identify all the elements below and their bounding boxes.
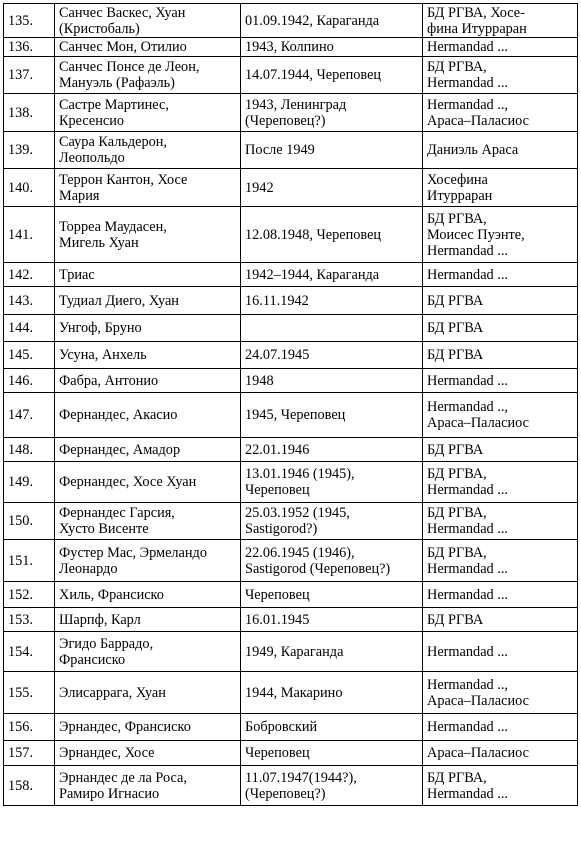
table-row xyxy=(4,582,578,608)
person-name: Эрнандес, Франсиско xyxy=(55,714,241,741)
person-name: Санчес Мон, Отилио xyxy=(55,38,241,57)
date-place: Череповец xyxy=(241,582,423,608)
row-number: 156. xyxy=(4,714,55,741)
table-row xyxy=(4,672,578,714)
table-row xyxy=(4,287,578,315)
records-table-body xyxy=(4,4,578,806)
row-number: 154. xyxy=(4,632,55,672)
row-number: 149. xyxy=(4,462,55,503)
date-place: 1943, Ленинград (Череповец?) xyxy=(241,94,423,132)
date-place: 24.07.1945 xyxy=(241,342,423,369)
source-ref: Hermandad ... xyxy=(423,263,578,287)
source-ref: БД РГВА, Хосе- фина Итурраран xyxy=(423,4,578,38)
date-place: 12.08.1948, Череповец xyxy=(241,207,423,263)
date-place: 1948 xyxy=(241,369,423,393)
row-number: 142. xyxy=(4,263,55,287)
source-ref: БД РГВА, Hermandad ... xyxy=(423,540,578,582)
table-row xyxy=(4,714,578,741)
person-name: Тудиал Диего, Хуан xyxy=(55,287,241,315)
table-row xyxy=(4,766,578,806)
source-ref: БД РГВА, Hermandad ... xyxy=(423,57,578,94)
person-name: Торреа Маудасен, Мигель Хуан xyxy=(55,207,241,263)
source-ref: БД РГВА xyxy=(423,438,578,462)
source-ref: БД РГВА, Hermandad ... xyxy=(423,503,578,540)
person-name: Санчес Понсе де Леон, Мануэль (Рафаэль) xyxy=(55,57,241,94)
date-place: Бобровский xyxy=(241,714,423,741)
person-name: Фабра, Антонио xyxy=(55,369,241,393)
person-name: Усуна, Анхель xyxy=(55,342,241,369)
person-name: Фернандес, Акасио xyxy=(55,393,241,438)
records-table xyxy=(3,3,578,806)
row-number: 152. xyxy=(4,582,55,608)
date-place xyxy=(241,315,423,342)
date-place: 11.07.1947(1944?), (Череповец?) xyxy=(241,766,423,806)
table-row xyxy=(4,608,578,632)
date-place: 25.03.1952 (1945, Sastigorod?) xyxy=(241,503,423,540)
table-row xyxy=(4,169,578,207)
date-place: 14.07.1944, Череповец xyxy=(241,57,423,94)
row-number: 153. xyxy=(4,608,55,632)
row-number: 146. xyxy=(4,369,55,393)
person-name: Санчес Васкес, Хуан (Кристобаль) xyxy=(55,4,241,38)
person-name: Састре Мартинес, Кресенсио xyxy=(55,94,241,132)
person-name: Фернандес, Амадор xyxy=(55,438,241,462)
person-name: Эгидо Баррадо, Франсиско xyxy=(55,632,241,672)
date-place: 22.06.1945 (1946), Sastigorod (Череповец?) xyxy=(241,540,423,582)
date-place: 1943, Колпино xyxy=(241,38,423,57)
table-row xyxy=(4,38,578,57)
person-name: Элисаррага, Хуан xyxy=(55,672,241,714)
table-row xyxy=(4,369,578,393)
table-row xyxy=(4,540,578,582)
row-number: 158. xyxy=(4,766,55,806)
date-place: 16.01.1945 xyxy=(241,608,423,632)
row-number: 143. xyxy=(4,287,55,315)
table-row xyxy=(4,4,578,38)
table-row xyxy=(4,207,578,263)
source-ref: Hermandad ... xyxy=(423,582,578,608)
table-row xyxy=(4,342,578,369)
table-row xyxy=(4,393,578,438)
person-name: Фернандес, Хосе Хуан xyxy=(55,462,241,503)
date-place: 13.01.1946 (1945), Череповец xyxy=(241,462,423,503)
row-number: 157. xyxy=(4,741,55,766)
table-row xyxy=(4,741,578,766)
source-ref: Hermandad .., Араса–Паласиос xyxy=(423,94,578,132)
table-row xyxy=(4,503,578,540)
date-place: 1949, Караганда xyxy=(241,632,423,672)
date-place: 1942 xyxy=(241,169,423,207)
person-name: Эрнандес де ла Роса, Рамиро Игнасио xyxy=(55,766,241,806)
source-ref: Араса–Паласиос xyxy=(423,741,578,766)
source-ref: Хосефина Итурраран xyxy=(423,169,578,207)
date-place: 1945, Череповец xyxy=(241,393,423,438)
source-ref: Hermandad ... xyxy=(423,369,578,393)
row-number: 140. xyxy=(4,169,55,207)
row-number: 136. xyxy=(4,38,55,57)
source-ref: Hermandad .., Араса–Паласиос xyxy=(423,672,578,714)
table-row xyxy=(4,315,578,342)
table-row xyxy=(4,94,578,132)
person-name: Террон Кантон, Хосе Мария xyxy=(55,169,241,207)
row-number: 141. xyxy=(4,207,55,263)
date-place: 1944, Макарино xyxy=(241,672,423,714)
row-number: 148. xyxy=(4,438,55,462)
date-place: 22.01.1946 xyxy=(241,438,423,462)
row-number: 137. xyxy=(4,57,55,94)
person-name: Шарпф, Карл xyxy=(55,608,241,632)
row-number: 151. xyxy=(4,540,55,582)
table-row xyxy=(4,632,578,672)
source-ref: Hermandad ... xyxy=(423,714,578,741)
table-row xyxy=(4,462,578,503)
source-ref: БД РГВА xyxy=(423,287,578,315)
row-number: 144. xyxy=(4,315,55,342)
row-number: 145. xyxy=(4,342,55,369)
person-name: Фустер Мас, Эрмеландо Леонардо xyxy=(55,540,241,582)
source-ref: БД РГВА, Моисес Пуэнте, Hermandad ... xyxy=(423,207,578,263)
source-ref: БД РГВА xyxy=(423,315,578,342)
person-name: Хиль, Франсиско xyxy=(55,582,241,608)
person-name: Саура Кальдерон, Леопольдо xyxy=(55,132,241,169)
source-ref: Даниэль Араса xyxy=(423,132,578,169)
table-row xyxy=(4,263,578,287)
table-row xyxy=(4,132,578,169)
date-place: 1942–1944, Караганда xyxy=(241,263,423,287)
source-ref: БД РГВА xyxy=(423,608,578,632)
row-number: 155. xyxy=(4,672,55,714)
row-number: 135. xyxy=(4,4,55,38)
person-name: Эрнандес, Хосе xyxy=(55,741,241,766)
table-row xyxy=(4,57,578,94)
source-ref: Hermandad ... xyxy=(423,632,578,672)
person-name: Фернандес Гарсия, Хусто Висенте xyxy=(55,503,241,540)
row-number: 139. xyxy=(4,132,55,169)
table-row xyxy=(4,438,578,462)
source-ref: Hermandad ... xyxy=(423,38,578,57)
source-ref: БД РГВА, Hermandad ... xyxy=(423,766,578,806)
date-place: Череповец xyxy=(241,741,423,766)
date-place: 16.11.1942 xyxy=(241,287,423,315)
date-place: После 1949 xyxy=(241,132,423,169)
source-ref: БД РГВА xyxy=(423,342,578,369)
row-number: 147. xyxy=(4,393,55,438)
row-number: 138. xyxy=(4,94,55,132)
source-ref: Hermandad .., Араса–Паласиос xyxy=(423,393,578,438)
person-name: Триас xyxy=(55,263,241,287)
date-place: 01.09.1942, Караганда xyxy=(241,4,423,38)
source-ref: БД РГВА, Hermandad ... xyxy=(423,462,578,503)
person-name: Унгоф, Бруно xyxy=(55,315,241,342)
row-number: 150. xyxy=(4,503,55,540)
